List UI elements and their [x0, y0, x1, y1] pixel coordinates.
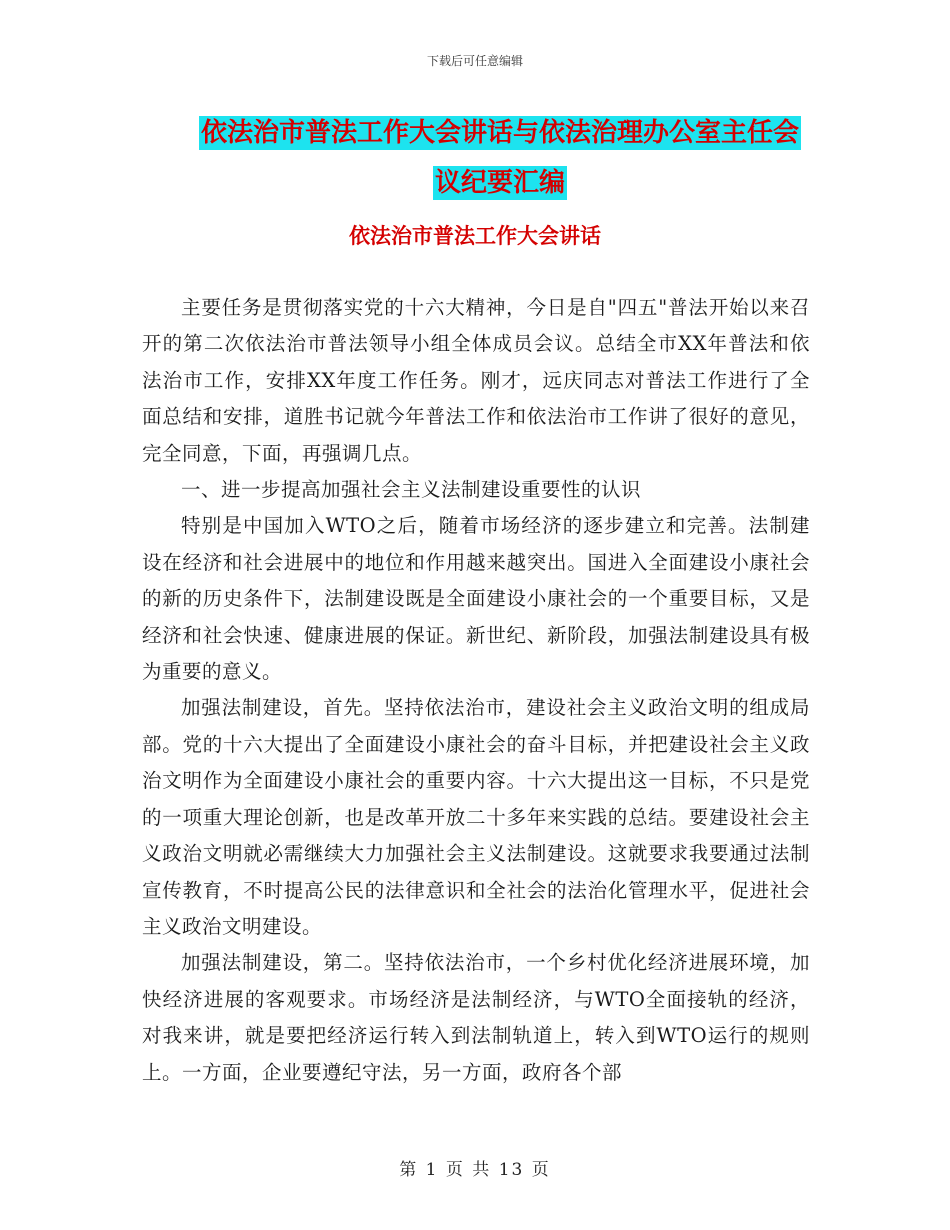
paragraph: 加强法制建设，第二。坚持依法治市，一个乡村优化经济进展环境，加快经济进展的客观要求。市场经济是法制经济，与WTO全面接轨的经济，对我来讲，就是要把经济运行转入到法制轨道上，转入到WTO运行的规则上。一方面，企业要遵纪守法，另一方面，政府各个部	[142, 951, 810, 1084]
title-line-2: 议纪要汇编	[434, 168, 565, 198]
section-title: 依法治市普法工作大会讲话	[349, 224, 601, 248]
paragraph: 加强法制建设，首先。坚持依法治市，建设社会主义政治文明的组成局部。党的十六大提出了全面建设小康社会的奋斗目标，并把建设社会主义政治文明作为全面建设小康社会的重要内容。十六大提出这一目标，不只是党的一项重大理论创新，也是改革开放二十多年来实践的总结。要建设社会主义政治文明就必需继续大力加强社会主义法制建设。这就要求我要通过法制宣传教育，不时提高公民的法律意识和全社会的法治化管理水平，促进社会主义政治文明建设。	[142, 696, 810, 938]
title-line-1: 依法治市普法工作大会讲话与依法治理办公室主任会	[200, 118, 799, 148]
paragraph: 特别是中国加入WTO之后，随着市场经济的逐步建立和完善。法制建设在经济和社会进展中的地位和作用越来越突出。国进入全面建设小康社会的新的历史条件下，法制建设既是全面建设小康社会的一个重要目标，又是经济和社会快速、健康进展的保证。新世纪、新阶段，加强法制建设具有极为重要的意义。	[142, 514, 810, 684]
body-text	[142, 290, 810, 1091]
paragraph-heading: 一、进一步提高加强社会主义法制建设重要性的认识	[181, 478, 642, 502]
header-note: 下载后可任意编辑	[426, 54, 523, 68]
paragraph: 主要任务是贯彻落实党的十六大精神，今日是自"四五"普法开始以来召开的第二次依法治市普法领导小组全体成员会议。总结全市XX年普法和依法治市工作，安排XX年度工作任务。刚才，远庆同志对普法工作进行了全面总结和安排，道胜书记就今年普法工作和依法治市工作讲了很好的意见，完全同意，下面，再强调几点。	[142, 296, 810, 465]
document-title	[140, 108, 860, 208]
page-number-footer: 第 1 页 共 13 页	[399, 1160, 551, 1180]
